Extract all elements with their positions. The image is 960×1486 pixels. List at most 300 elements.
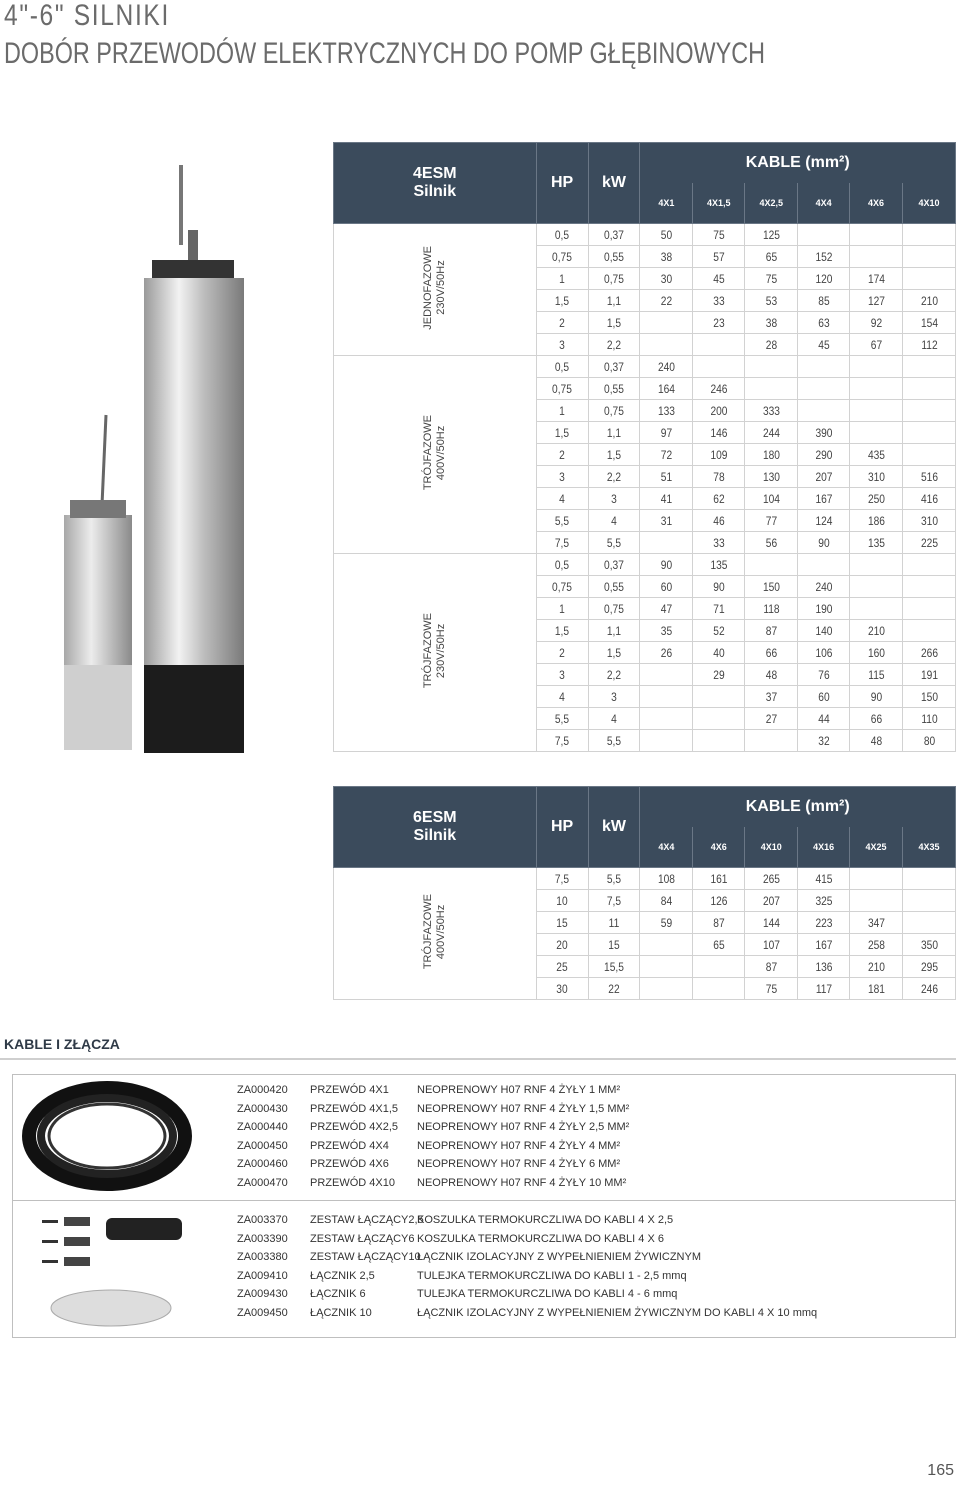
product-description: ŁĄCZNIK IZOLACYJNY Z WYPEŁNIENIEM ŻYWICZNYM xyxy=(417,1251,701,1264)
phase-label: TRÓJFAZOWE xyxy=(421,415,434,491)
cable-length-cell: 140 xyxy=(802,620,846,642)
product-code: ZA003390 xyxy=(237,1232,288,1245)
hp-cell: 2 xyxy=(540,642,584,664)
cable-length-cell xyxy=(906,246,951,268)
cable-length-cell: 435 xyxy=(854,444,899,466)
hp-cell: 2 xyxy=(540,312,584,334)
cable-column-header: 4X6 xyxy=(850,183,903,224)
cable-length-cell: 26 xyxy=(644,642,689,664)
cable-length-cell: 62 xyxy=(697,488,741,510)
cable-length-cell xyxy=(854,400,899,422)
product-name: ZESTAW ŁĄCZĄCY6 xyxy=(310,1232,415,1245)
cable-length-cell: 246 xyxy=(907,978,952,1000)
product-description: NEOPRENOWY H07 RNF 4 ŻYŁY 1 MM² xyxy=(417,1084,621,1096)
cable-length-cell: 75 xyxy=(749,268,794,290)
cable-length-cell: 87 xyxy=(749,620,794,642)
kw-cell: 5,5 xyxy=(592,868,636,890)
cable-length-cell: 310 xyxy=(854,466,899,488)
cable-length-cell: 124 xyxy=(802,510,846,532)
cable-length-cell xyxy=(906,444,951,466)
product-description: NEOPRENOWY H07 RNF 4 ŻYŁY 4 MM² xyxy=(417,1139,621,1152)
cable-length-cell xyxy=(802,224,846,246)
product-name: ŁĄCZNIK 2,5 xyxy=(310,1269,375,1282)
section-title: KABLE I ZŁĄCZA xyxy=(4,1036,120,1052)
cable-length-cell: 60 xyxy=(802,686,846,708)
hp-cell: 3 xyxy=(540,664,584,686)
motor-sub-label: Silnik xyxy=(413,827,457,844)
hp-cell: 1,5 xyxy=(540,620,584,642)
cable-length-cell xyxy=(854,576,899,598)
cable-length-cell: 63 xyxy=(802,312,846,334)
hp-cell: 7,5 xyxy=(540,532,584,554)
voltage-group-label xyxy=(334,356,537,554)
hp-cell: 1,5 xyxy=(540,290,584,312)
cable-length-cell xyxy=(906,422,951,444)
cable-length-cell xyxy=(906,268,951,290)
cable-length-cell: 333 xyxy=(749,400,794,422)
cable-length-cell xyxy=(697,356,741,378)
cable-length-cell: 66 xyxy=(749,642,794,664)
cable-length-cell: 207 xyxy=(802,466,846,488)
cable-length-cell: 167 xyxy=(802,934,846,956)
cable-length-cell: 52 xyxy=(697,620,741,642)
phase-label: TRÓJFAZOWE xyxy=(421,613,434,689)
kw-cell: 0,37 xyxy=(592,356,636,378)
cable-length-cell xyxy=(906,356,951,378)
product-name: ZESTAW ŁĄCZĄCY10 xyxy=(310,1251,421,1264)
cable-length-cell xyxy=(802,400,846,422)
cable-length-cell: 27 xyxy=(749,708,794,730)
cable-length-cell xyxy=(802,356,846,378)
motor-label: 6ESM xyxy=(413,809,457,826)
cable-length-cell: 144 xyxy=(749,912,794,934)
hp-cell: 7,5 xyxy=(540,868,584,890)
cable-length-cell: 78 xyxy=(697,466,741,488)
cable-length-cell: 390 xyxy=(802,422,846,444)
product-description: KOSZULKA TERMOKURCZLIWA DO KABLI 4 X 2,5 xyxy=(417,1214,674,1226)
cable-length-cell: 90 xyxy=(854,686,899,708)
cable-length-cell: 416 xyxy=(906,488,951,510)
cable-length-cell xyxy=(644,956,689,978)
motor-label: 4ESM xyxy=(413,165,457,182)
cable-length-cell: 41 xyxy=(644,488,689,510)
motor-sub-label: Silnik xyxy=(413,183,457,200)
cable-column-header: 4X10 xyxy=(903,183,956,224)
table-row xyxy=(334,224,956,246)
cable-length-cell xyxy=(749,378,794,400)
cable-length-cell: 80 xyxy=(906,730,951,752)
product-description: NEOPRENOWY H07 RNF 4 ŻYŁY 1,5 MM² xyxy=(417,1102,630,1115)
kw-cell: 0,55 xyxy=(592,246,636,268)
hp-cell: 1 xyxy=(540,268,584,290)
cable-length-cell: 210 xyxy=(854,620,899,642)
cable-length-cell: 87 xyxy=(749,956,794,978)
cable-length-cell: 160 xyxy=(854,642,899,664)
cable-length-cell xyxy=(697,730,741,752)
cable-length-cell: 56 xyxy=(749,532,794,554)
cable-length-cell: 33 xyxy=(697,290,741,312)
cable-length-cell: 174 xyxy=(854,268,899,290)
cable-length-cell xyxy=(907,912,952,934)
cable-length-cell: 84 xyxy=(644,890,689,912)
cable-length-cell xyxy=(802,554,846,576)
cable-length-cell xyxy=(644,978,689,1000)
kw-header: kW xyxy=(588,143,640,224)
table-row xyxy=(334,356,956,378)
cable-length-cell: 167 xyxy=(802,488,846,510)
cable-length-cell: 50 xyxy=(644,224,689,246)
hp-cell: 7,5 xyxy=(540,730,584,752)
cable-length-cell: 31 xyxy=(644,510,689,532)
cable-length-cell: 65 xyxy=(697,934,741,956)
cable-length-cell xyxy=(906,598,951,620)
cable-length-cell: 106 xyxy=(802,642,846,664)
cable-length-cell: 415 xyxy=(802,868,846,890)
kw-cell: 0,75 xyxy=(592,598,636,620)
cable-length-cell xyxy=(854,554,899,576)
cable-length-cell xyxy=(697,978,741,1000)
cable-length-cell: 126 xyxy=(697,890,741,912)
cable-length-cell: 66 xyxy=(854,708,899,730)
cable-column-header: 4X6 xyxy=(693,827,745,868)
kw-cell: 0,55 xyxy=(592,576,636,598)
cable-length-cell xyxy=(644,334,689,356)
cable-length-cell: 75 xyxy=(697,224,741,246)
cable-length-cell: 92 xyxy=(854,312,899,334)
cable-column-header: 4X1,5 xyxy=(693,183,745,224)
hp-cell: 4 xyxy=(540,686,584,708)
cable-column-header: 4X1 xyxy=(640,183,693,224)
cable-length-cell: 210 xyxy=(854,956,899,978)
cable-length-cell xyxy=(906,554,951,576)
product-code: ZA003370 xyxy=(237,1214,288,1226)
cable-length-cell: 67 xyxy=(854,334,899,356)
kw-cell: 3 xyxy=(592,686,636,708)
hp-cell: 0,5 xyxy=(540,554,584,576)
kw-header: kW xyxy=(588,787,640,868)
hp-cell: 1 xyxy=(540,400,584,422)
cable-length-cell xyxy=(697,956,741,978)
product-description: NEOPRENOWY H07 RNF 4 ŻYŁY 10 MM² xyxy=(417,1177,627,1189)
product-name: PRZEWÓD 4X1 xyxy=(310,1084,389,1096)
cable-length-cell: 150 xyxy=(749,576,794,598)
cable-length-cell: 136 xyxy=(802,956,846,978)
cable-length-cell: 290 xyxy=(802,444,846,466)
kable-header: KABLE (mm²) xyxy=(640,143,956,184)
cable-length-cell: 77 xyxy=(749,510,794,532)
cable-length-cell: 150 xyxy=(906,686,951,708)
cable-length-cell: 161 xyxy=(697,868,741,890)
cable-length-cell xyxy=(854,378,899,400)
cable-length-cell xyxy=(854,890,899,912)
cable-length-cell xyxy=(906,378,951,400)
cable-length-cell: 59 xyxy=(644,912,689,934)
cable-length-cell: 115 xyxy=(854,664,899,686)
cable-length-cell xyxy=(644,730,689,752)
cable-length-cell: 75 xyxy=(749,978,794,1000)
page-subtitle: DOBÓR PRZEWODÓW ELEKTRYCZNYCH DO POMP GŁĘBINOWYCH xyxy=(4,37,766,70)
kw-cell: 0,37 xyxy=(592,224,636,246)
cable-coil-image xyxy=(22,1080,192,1192)
cable-length-cell: 190 xyxy=(802,598,846,620)
voltage-group-label xyxy=(334,868,537,1000)
hp-cell: 0,75 xyxy=(540,246,584,268)
cable-length-cell: 347 xyxy=(854,912,899,934)
kw-cell: 15 xyxy=(592,934,636,956)
hp-header: HP xyxy=(536,787,588,868)
cable-table-6esm xyxy=(333,786,956,1000)
product-code: ZA000430 xyxy=(237,1102,288,1115)
voltage-label: 400V/50Hz xyxy=(434,425,447,481)
cable-length-cell xyxy=(644,708,689,730)
cable-length-cell: 127 xyxy=(854,290,899,312)
cable-length-cell: 295 xyxy=(907,956,952,978)
cable-length-cell: 146 xyxy=(697,422,741,444)
cable-length-cell: 210 xyxy=(906,290,951,312)
voltage-label: 400V/50Hz xyxy=(434,904,447,960)
cable-length-cell: 29 xyxy=(697,664,741,686)
kw-cell: 0,55 xyxy=(592,378,636,400)
section-divider xyxy=(0,1058,956,1060)
cable-length-cell: 35 xyxy=(644,620,689,642)
product-name: PRZEWÓD 4X6 xyxy=(310,1158,389,1171)
hp-cell: 20 xyxy=(540,934,584,956)
cable-length-cell: 266 xyxy=(906,642,951,664)
cable-length-cell: 57 xyxy=(697,246,741,268)
hp-cell: 3 xyxy=(540,334,584,356)
cable-column-header: 4X4 xyxy=(798,183,850,224)
cable-length-cell xyxy=(644,686,689,708)
cable-length-cell: 516 xyxy=(906,466,951,488)
kw-cell: 15,5 xyxy=(592,956,636,978)
page-number: 165 xyxy=(927,1462,954,1479)
cable-length-cell: 44 xyxy=(802,708,846,730)
product-code: ZA000450 xyxy=(237,1139,288,1152)
product-code: ZA009450 xyxy=(237,1307,288,1319)
cable-length-cell: 117 xyxy=(802,978,846,1000)
product-description: NEOPRENOWY H07 RNF 4 ŻYŁY 6 MM² xyxy=(417,1158,621,1171)
cable-length-cell: 90 xyxy=(802,532,846,554)
cable-length-cell: 45 xyxy=(697,268,741,290)
cable-length-cell: 191 xyxy=(906,664,951,686)
cable-length-cell xyxy=(644,934,689,956)
cable-length-cell: 71 xyxy=(697,598,741,620)
cable-length-cell: 133 xyxy=(644,400,689,422)
cable-length-cell: 265 xyxy=(749,868,794,890)
cable-length-cell: 135 xyxy=(697,554,741,576)
cable-length-cell: 104 xyxy=(749,488,794,510)
product-name: ZESTAW ŁĄCZĄCY2,5 xyxy=(310,1214,424,1226)
hp-cell: 0,75 xyxy=(540,378,584,400)
cable-length-cell: 87 xyxy=(697,912,741,934)
product-code: ZA003380 xyxy=(237,1251,288,1264)
hp-cell: 0,5 xyxy=(540,356,584,378)
cable-length-cell: 225 xyxy=(906,532,951,554)
kw-cell: 2,2 xyxy=(592,466,636,488)
product-description: NEOPRENOWY H07 RNF 4 ŻYŁY 2,5 MM² xyxy=(417,1121,630,1134)
kw-cell: 1,1 xyxy=(592,620,636,642)
phase-label: JEDNOFAZOWE xyxy=(421,246,434,330)
cable-length-cell xyxy=(749,554,794,576)
cable-length-cell: 32 xyxy=(802,730,846,752)
cable-length-cell xyxy=(854,422,899,444)
kw-cell: 0,37 xyxy=(592,554,636,576)
cable-length-cell: 223 xyxy=(802,912,846,934)
product-code: ZA000420 xyxy=(237,1084,288,1096)
cable-length-cell: 38 xyxy=(644,246,689,268)
cable-length-cell xyxy=(644,532,689,554)
hp-cell: 0,75 xyxy=(540,576,584,598)
block-divider xyxy=(12,1200,956,1201)
cable-length-cell xyxy=(854,224,899,246)
cable-length-cell xyxy=(854,868,899,890)
hp-cell: 1 xyxy=(540,598,584,620)
cable-length-cell xyxy=(697,686,741,708)
kw-cell: 5,5 xyxy=(592,730,636,752)
kw-cell: 7,5 xyxy=(592,890,636,912)
cable-column-header: 4X16 xyxy=(798,827,850,868)
product-description: KOSZULKA TERMOKURCZLIWA DO KABLI 4 X 6 xyxy=(417,1232,664,1245)
table-row xyxy=(334,868,956,890)
product-description: TULEJKA TERMOKURCZLIWA DO KABLI 4 - 6 mmq xyxy=(417,1288,678,1301)
cable-length-cell xyxy=(749,356,794,378)
cable-length-cell: 47 xyxy=(644,598,689,620)
cable-length-cell xyxy=(802,378,846,400)
cable-length-cell: 135 xyxy=(854,532,899,554)
cable-length-cell: 181 xyxy=(854,978,899,1000)
hp-cell: 30 xyxy=(540,978,584,1000)
cable-length-cell: 76 xyxy=(802,664,846,686)
product-code: ZA000460 xyxy=(237,1158,288,1171)
voltage-label: 230V/50Hz xyxy=(434,260,447,316)
cable-length-cell xyxy=(907,890,952,912)
cable-length-cell xyxy=(854,356,899,378)
hp-cell: 0,5 xyxy=(540,224,584,246)
cable-length-cell: 45 xyxy=(802,334,846,356)
hp-header: HP xyxy=(536,143,588,224)
cable-length-cell: 112 xyxy=(906,334,951,356)
kw-cell: 5,5 xyxy=(592,532,636,554)
kw-cell: 1,5 xyxy=(592,444,636,466)
cable-length-cell xyxy=(697,708,741,730)
cable-length-cell: 108 xyxy=(644,868,689,890)
motor-image xyxy=(40,160,270,760)
hp-cell: 3 xyxy=(540,466,584,488)
hp-cell: 25 xyxy=(540,956,584,978)
kw-cell: 2,2 xyxy=(592,664,636,686)
cable-length-cell xyxy=(697,334,741,356)
hp-cell: 2 xyxy=(540,444,584,466)
cable-length-cell: 250 xyxy=(854,488,899,510)
cable-length-cell: 30 xyxy=(644,268,689,290)
cable-length-cell xyxy=(644,312,689,334)
cable-length-cell xyxy=(854,246,899,268)
cable-length-cell: 325 xyxy=(802,890,846,912)
kw-cell: 0,75 xyxy=(592,268,636,290)
cable-column-header: 4X25 xyxy=(850,827,903,868)
kable-header: KABLE (mm²) xyxy=(640,787,956,828)
voltage-label: 230V/50Hz xyxy=(434,623,447,679)
cable-length-cell: 85 xyxy=(802,290,846,312)
cable-length-cell: 207 xyxy=(749,890,794,912)
kw-cell: 1,5 xyxy=(592,312,636,334)
cable-length-cell: 200 xyxy=(697,400,741,422)
product-code: ZA000470 xyxy=(237,1177,288,1189)
cable-length-cell: 53 xyxy=(749,290,794,312)
cable-length-cell: 130 xyxy=(749,466,794,488)
cable-length-cell: 107 xyxy=(749,934,794,956)
cable-length-cell: 152 xyxy=(802,246,846,268)
product-name: PRZEWÓD 4X2,5 xyxy=(310,1121,399,1134)
cable-length-cell: 120 xyxy=(802,268,846,290)
product-name: ŁĄCZNIK 10 xyxy=(310,1307,372,1319)
product-code: ZA009410 xyxy=(237,1269,288,1282)
cable-column-header: 4X2,5 xyxy=(745,183,798,224)
product-name: PRZEWÓD 4X1,5 xyxy=(310,1102,399,1115)
cable-length-cell: 164 xyxy=(644,378,689,400)
cable-length-cell: 65 xyxy=(749,246,794,268)
cable-length-cell: 109 xyxy=(697,444,741,466)
cable-length-cell: 46 xyxy=(697,510,741,532)
cable-length-cell: 23 xyxy=(697,312,741,334)
cable-length-cell xyxy=(749,730,794,752)
cable-length-cell: 28 xyxy=(749,334,794,356)
cable-length-cell: 60 xyxy=(644,576,689,598)
hp-cell: 10 xyxy=(540,890,584,912)
product-name: PRZEWÓD 4X4 xyxy=(310,1139,389,1152)
cable-length-cell xyxy=(906,400,951,422)
cable-length-cell: 258 xyxy=(854,934,899,956)
kw-cell: 11 xyxy=(592,912,636,934)
product-code: ZA000440 xyxy=(237,1121,288,1134)
kw-cell: 0,75 xyxy=(592,400,636,422)
hp-cell: 5,5 xyxy=(540,510,584,532)
cable-length-cell: 90 xyxy=(644,554,689,576)
product-code: ZA009430 xyxy=(237,1288,288,1301)
cable-length-cell: 310 xyxy=(906,510,951,532)
cable-length-cell: 37 xyxy=(749,686,794,708)
cable-length-cell: 51 xyxy=(644,466,689,488)
product-description: TULEJKA TERMOKURCZLIWA DO KABLI 1 - 2,5 mmq xyxy=(417,1269,687,1282)
cable-length-cell: 33 xyxy=(697,532,741,554)
cable-length-cell: 22 xyxy=(644,290,689,312)
hp-cell: 5,5 xyxy=(540,708,584,730)
cable-length-cell xyxy=(906,620,951,642)
product-name: ŁĄCZNIK 6 xyxy=(310,1288,366,1301)
product-name: PRZEWÓD 4X10 xyxy=(310,1177,395,1189)
cable-length-cell: 118 xyxy=(749,598,794,620)
hp-cell: 1,5 xyxy=(540,422,584,444)
kw-cell: 1,5 xyxy=(592,642,636,664)
voltage-group-label xyxy=(334,554,537,752)
kw-cell: 1,1 xyxy=(592,290,636,312)
cable-length-cell: 240 xyxy=(644,356,689,378)
cable-length-cell: 186 xyxy=(854,510,899,532)
kw-cell: 1,1 xyxy=(592,422,636,444)
cable-length-cell xyxy=(906,224,951,246)
cable-length-cell xyxy=(906,576,951,598)
cable-length-cell: 110 xyxy=(906,708,951,730)
cable-length-cell: 97 xyxy=(644,422,689,444)
connector-kit-image xyxy=(36,1208,186,1332)
kw-cell: 4 xyxy=(592,510,636,532)
page-title: 4"-6" SILNIKI xyxy=(4,0,170,32)
kw-cell: 2,2 xyxy=(592,334,636,356)
kw-cell: 4 xyxy=(592,708,636,730)
cable-length-cell: 72 xyxy=(644,444,689,466)
cable-length-cell xyxy=(907,868,952,890)
cable-length-cell xyxy=(644,664,689,686)
